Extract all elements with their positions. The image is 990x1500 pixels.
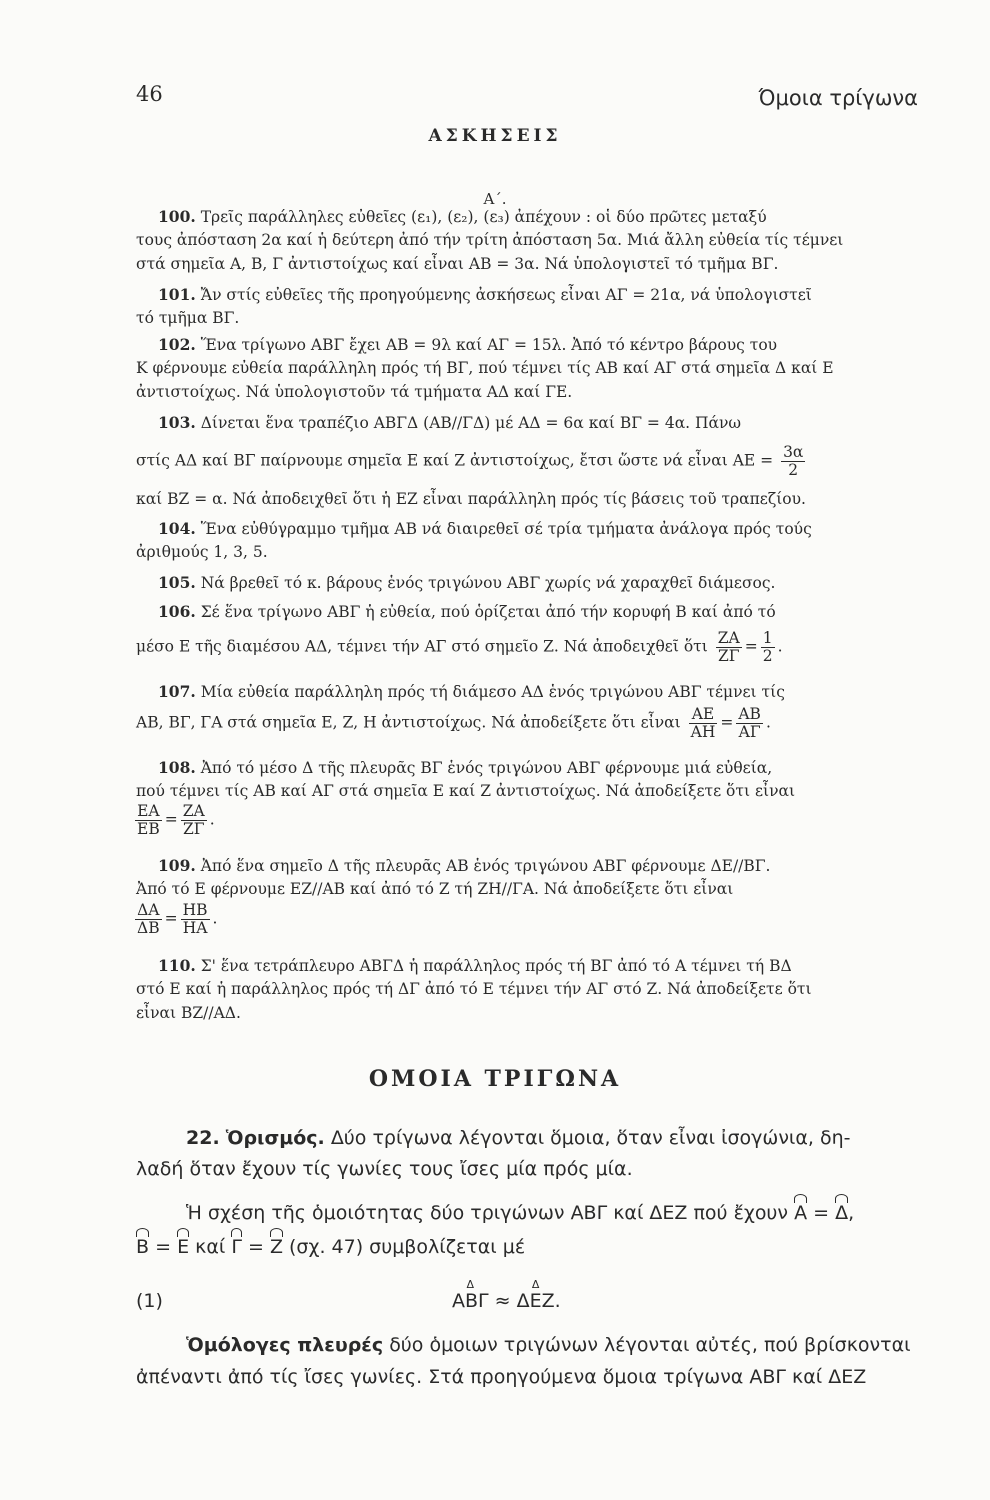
similarity-line2: Β = Ε καί Γ = Ζ (σχ. 47) συμβολίζεται μέ	[136, 1236, 526, 1258]
formula-label: (1)	[136, 1290, 163, 1312]
page-number: 46	[136, 82, 163, 106]
angle-d: Δ	[835, 1202, 849, 1224]
exercise-103-line1: 103. Δίνεται ἕνα τραπέζιο ΑΒΓΔ (ΑΒ//ΓΔ) μέ ΑΔ = 6α καί ΒΓ = 4α. Πάνω	[158, 413, 742, 432]
exercise-109-line1: 109. Ἀπό ἕνα σημεῖο Δ τῆς πλευρᾶς ΑΒ ἑνός τριγώνου ΑΒΓ φέρνουμε ΔΕ//ΒΓ.	[158, 856, 771, 875]
exercise-101-line1: 101. Ἄν στίς εὐθεῖες τῆς προηγούμενης ἀσκήσεως εἶναι ΑΓ = 21α, νά ὑπολογιστεῖ	[158, 285, 812, 304]
angle-g: Γ	[231, 1236, 242, 1258]
angle-e: Ε	[177, 1236, 190, 1258]
fraction-ea-eb: $\frac{EA}{EB}$	[137, 802, 160, 839]
similarity-formula: Δ ΑΒΓ ≈ Δ ΔΕΖ.	[452, 1290, 561, 1312]
exercise-110-line1: 110. Σ' ἕνα τετράπλευρο ΑΒΓΔ ἡ παράλληλος πρός τή ΒΓ ἀπό τό Α τέμνει τή ΒΔ	[158, 956, 792, 975]
exercise-103-line3: καί ΒΖ = α. Νά ἀποδειχθεῖ ὅτι ἡ ΕΖ εἶναι παράλληλη πρός τίς βάσεις τοῦ τραπεζίου.	[136, 490, 806, 508]
running-title: Όμοια τρίγωνα	[758, 86, 918, 110]
exercise-107-line2: ΑΒ, ΒΓ, ΓΑ στά σημεῖα Ε, Ζ, Η ἀντιστοίχως. Νά ἀποδείξετε ὅτι εἶναι $\frac{AE}{AH}$ = $\frac{AB}{A\Gamma}$ .	[136, 705, 771, 742]
definition-line2: λαδή ὅταν ἔχουν τίς γωνίες τους ἴσες μία πρός μία.	[136, 1158, 633, 1180]
exercise-110-line3: εἶναι ΒΖ//ΑΔ.	[136, 1004, 241, 1022]
fraction-ab-ag: $\frac{AB}{A\Gamma}$	[738, 705, 761, 742]
fraction-3a-over-2: $\frac{3\alpha}{2}$	[783, 443, 804, 480]
exercise-105-line1: 105. Νά βρεθεῖ τό κ. βάρους ἑνός τριγώνου ΑΒΓ χωρίς νά χαραχθεῖ διάμεσος.	[158, 573, 776, 592]
exercise-108-line2: πού τέμνει τίς ΑΒ καί ΑΓ στά σημεῖα Ε καί Ζ ἀντιστοίχως. Νά ἀποδείξετε ὅτι εἶναι	[136, 782, 796, 800]
triangle-dez: Δ ΔΕΖ	[517, 1290, 555, 1312]
triangle-abg: Δ ΑΒΓ	[452, 1290, 489, 1312]
similarity-line1: Ἡ σχέση τῆς ὁμοιότητας δύο τριγώνων ΑΒΓ καί ΔΕΖ πού ἔχουν Α = Δ,	[186, 1202, 855, 1224]
exercise-102-line3: ἀντιστοίχως. Νά ὑπολογιστοῦν τά τμήματα ΑΔ καί ΓΕ.	[136, 383, 573, 401]
fraction-hb-ha: $\frac{HB}{HA}$	[182, 901, 208, 938]
exercise-100-line2: τους ἀπόσταση 2α καί ἡ δεύτερη ἀπό τήν τρίτη ἀπόσταση 5α. Μιά ἄλλη εὐθεία τίς τέμνει	[136, 231, 844, 249]
exercise-108-line3: $\frac{EA}{EB}$ = $\frac{ZA}{Z\Gamma}$ .	[137, 802, 215, 839]
exercises-subtitle: Α΄.	[483, 190, 507, 208]
definition-line1: 22. Ὁρισμός. Δύο τρίγωνα λέγονται ὅμοια, ὅταν εἶναι ἰσογώνια, δη-	[186, 1127, 851, 1149]
exercise-101-line2: τό τμῆμα ΒΓ.	[136, 309, 240, 327]
exercise-108-line1: 108. Ἀπό τό μέσο Δ τῆς πλευρᾶς ΒΓ ἑνός τριγώνου ΑΒΓ φέρνουμε μιά εὐθεία,	[158, 758, 773, 777]
homologous-line1: Ὁμόλογες πλευρές δύο ὁμοιων τριγώνων λέγονται αὐτές, πού βρίσκονται	[186, 1334, 911, 1356]
fraction-za-zg: $\frac{ZA}{Z\Gamma}$	[717, 629, 740, 666]
angle-b: Β	[136, 1236, 150, 1258]
exercise-106-line1: 106. Σέ ἕνα τρίγωνο ΑΒΓ ἡ εὐθεία, πού ὁρίζεται ἀπό τήν κορυφή Β καί ἀπό τό	[158, 602, 776, 621]
fraction-da-db: $\frac{\Delta A}{\Delta B}$	[137, 901, 160, 938]
exercise-104-line1: 104. Ἕνα εὐθύγραμμο τμῆμα ΑΒ νά διαιρεθεῖ σέ τρία τμήματα ἀνάλογα πρός τούς	[158, 519, 812, 538]
fraction-ae-ah: $\frac{AE}{AH}$	[690, 705, 716, 742]
exercise-100-line1: 100. Τρεῖς παράλληλες εὐθεῖες (ε₁), (ε₂), (ε₃) ἀπέχουν : οἱ δύο πρῶτες μεταξύ	[158, 207, 767, 226]
exercises-title: ΑΣΚΗΣΕΙΣ	[428, 126, 562, 146]
exercise-107-line1: 107. Μία εὐθεία παράλληλη πρός τή διάμεσο ΑΔ ἑνός τριγώνου ΑΒΓ τέμνει τίς	[158, 682, 785, 701]
angle-z: Ζ	[269, 1236, 283, 1258]
exercise-109-line3: $\frac{\Delta A}{\Delta B}$ = $\frac{HB}{HA}$ .	[137, 901, 218, 938]
homologous-line2: ἀπέναντι ἀπό τίς ἴσες γωνίες. Στά προηγούμενα ὅμοια τρίγωνα ΑΒΓ καί ΔΕΖ	[136, 1366, 867, 1388]
exercise-104-line2: ἀριθμούς 1, 3, 5.	[136, 543, 268, 561]
exercise-106-line2: μέσο Ε τῆς διαμέσου ΑΔ, τέμνει τήν ΑΓ στό σημεῖο Ζ. Νά ἀποδειχθεῖ ὅτι $\frac{ZA}{Z\Gamma}$ = $\frac{1}{2}$ .	[136, 629, 783, 666]
exercise-102-line1: 102. Ἕνα τρίγωνο ΑΒΓ ἔχει ΑΒ = 9λ καί ΑΓ = 15λ. Ἀπό τό κέντρο βάρους του	[158, 335, 778, 354]
exercise-109-line2: Ἀπό τό Ε φέρνουμε ΕΖ//ΑΒ καί ἀπό τό Ζ τή ΖΗ//ΓΑ. Νά ἀποδείξετε ὅτι εἶναι	[136, 880, 734, 898]
chapter-title: ΟΜΟΙΑ ΤΡΙΓΩΝΑ	[368, 1066, 622, 1092]
angle-a: Α	[794, 1202, 808, 1224]
exercise-110-line2: στό Ε καί ἡ παράλληλος πρός τή ΔΓ ἀπό τό Ε τέμνει τήν ΑΓ στό Ζ. Νά ἀποδείξετε ὅτι	[136, 980, 812, 998]
fraction-1-2: $\frac{1}{2}$	[762, 629, 773, 666]
exercise-103-line2: στίς ΑΔ καί ΒΓ παίρνουμε σημεῖα Ε καί Ζ ἀντιστοίχως, ἔτσι ὥστε νά εἶναι ΑΕ = $\frac{3\alpha}{2}$	[136, 443, 804, 480]
exercise-100-line3: στά σημεῖα Α, Β, Γ ἀντιστοίχως καί εἶναι ΑΒ = 3α. Νά ὑπολογιστεῖ τό τμῆμα ΒΓ.	[136, 255, 779, 273]
exercise-102-line2: Κ φέρνουμε εὐθεία παράλληλη πρός τή ΒΓ, πού τέμνει τίς ΑΒ καί ΑΓ στά σημεῖα Δ καί Ε	[136, 359, 834, 377]
fraction-za-zg: $\frac{ZA}{Z\Gamma}$	[182, 802, 205, 839]
